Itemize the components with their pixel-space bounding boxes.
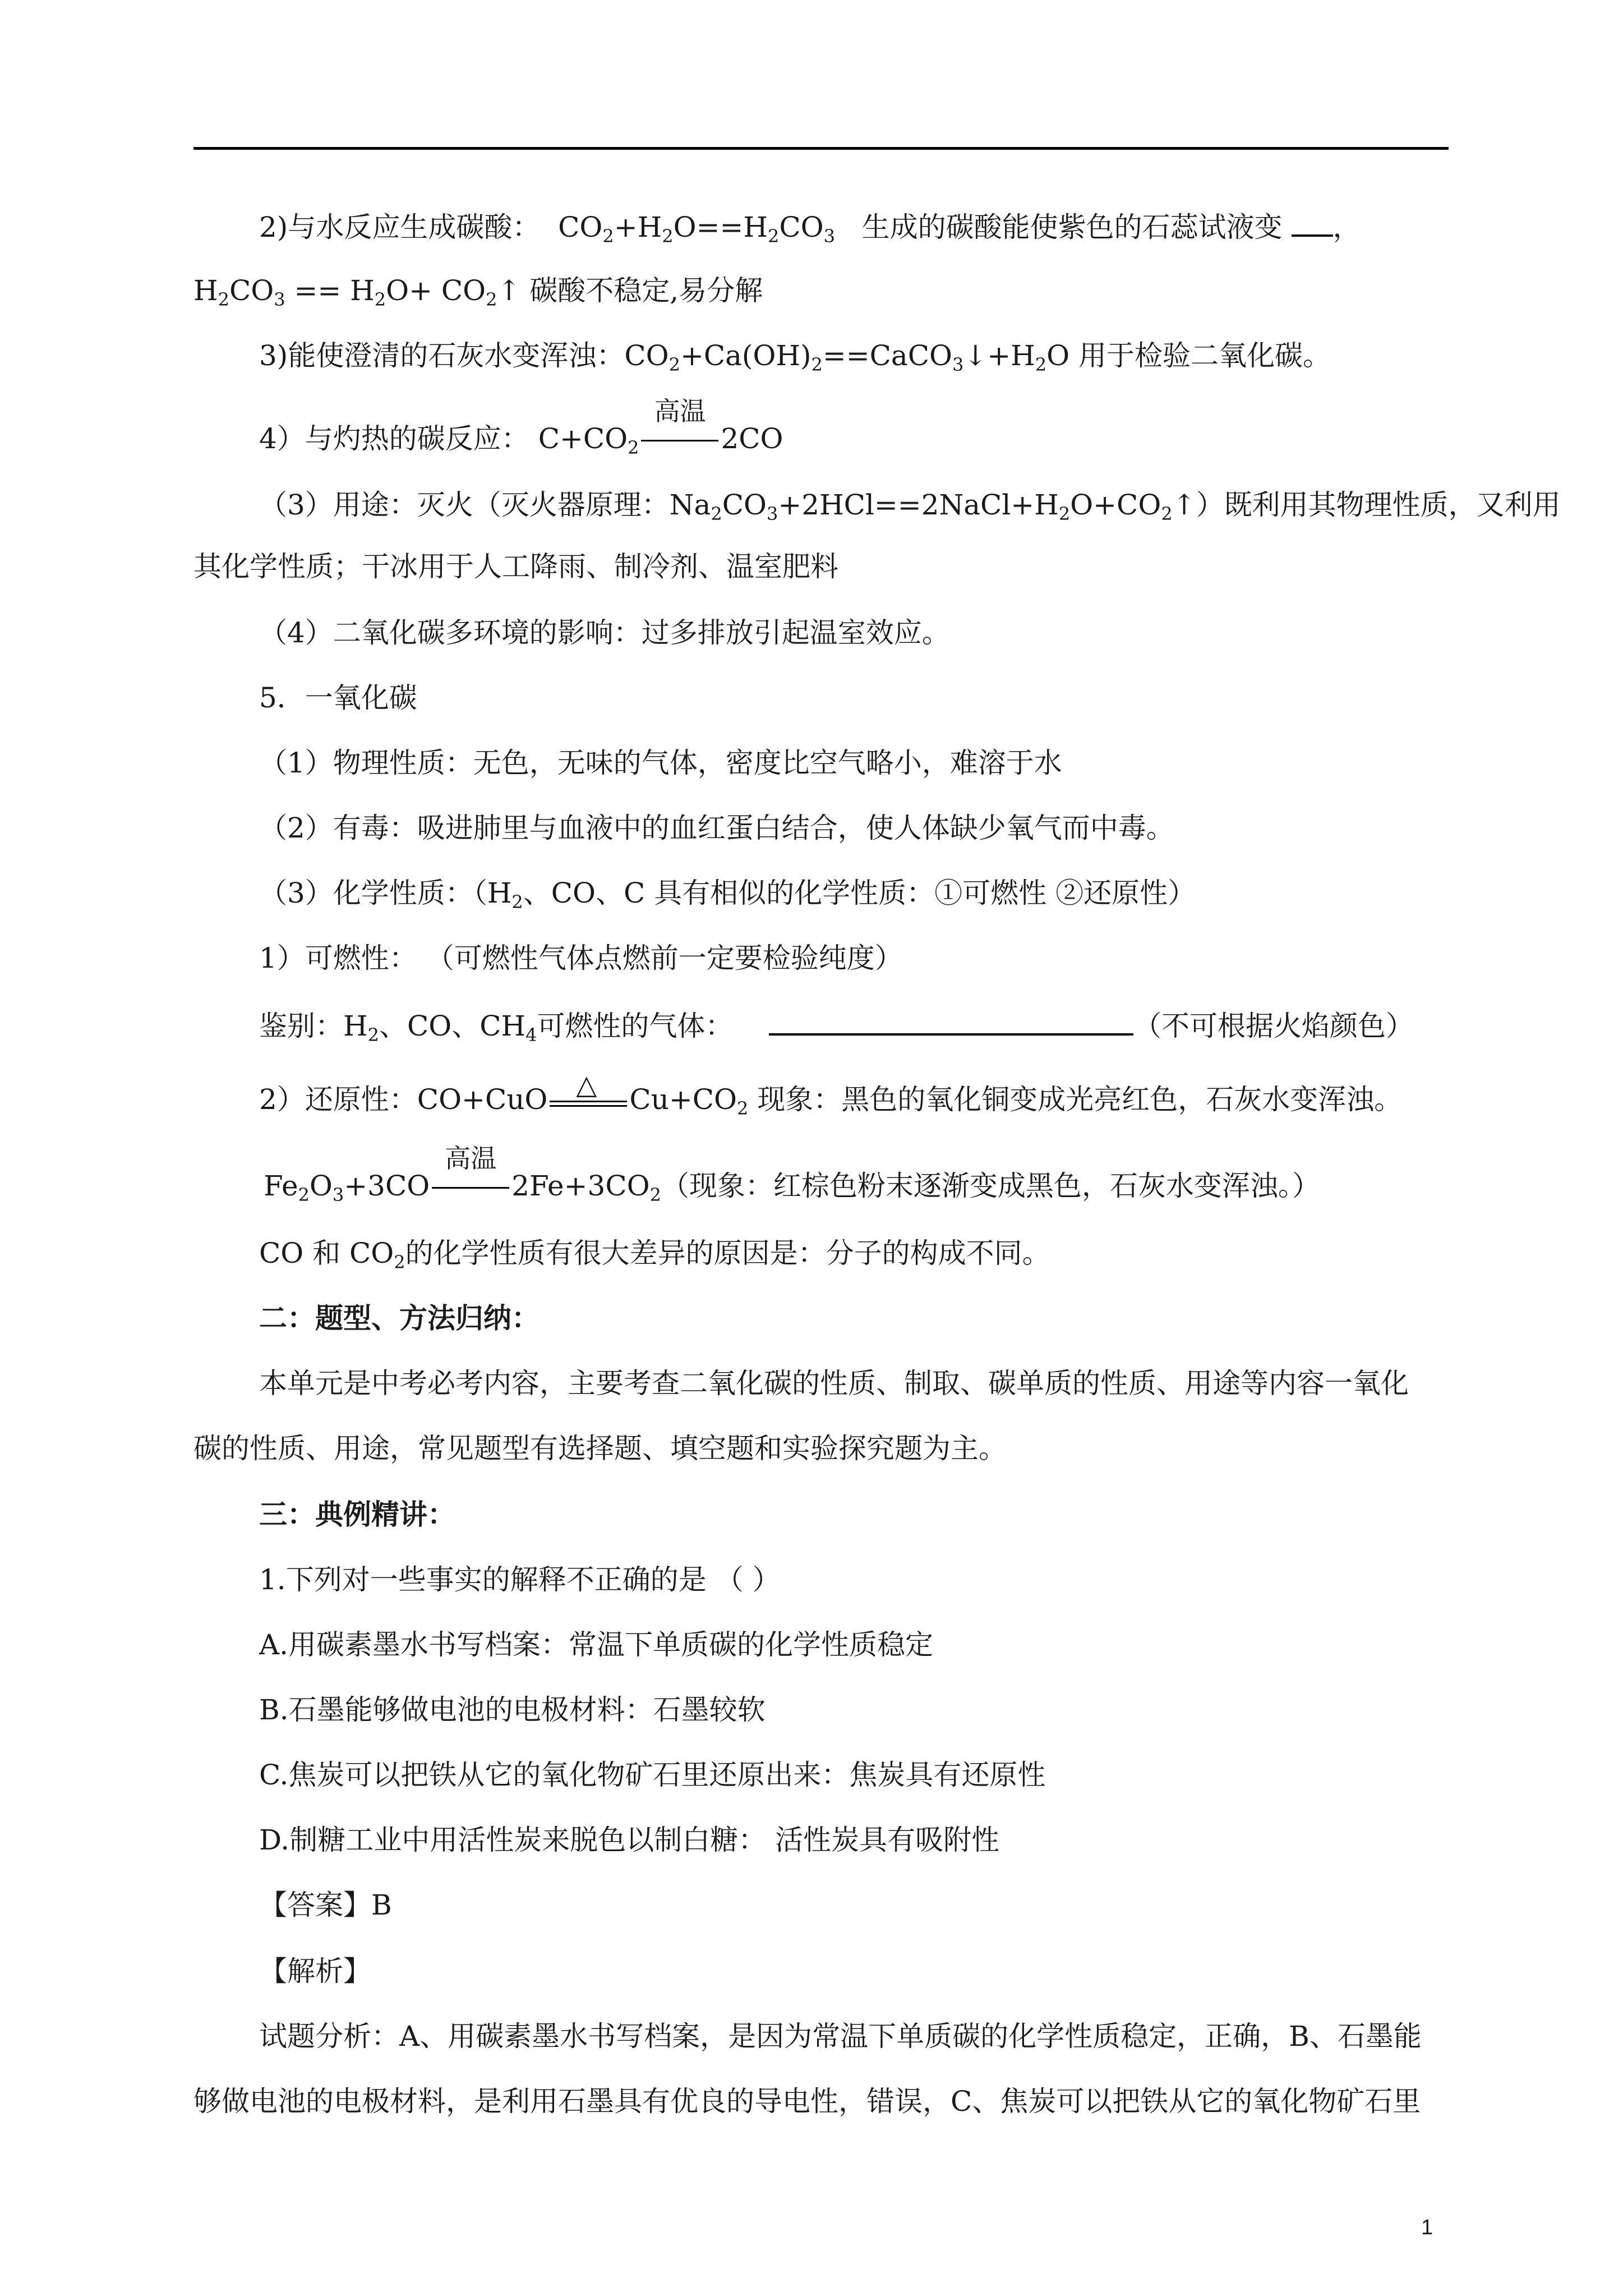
para-co2-water: 2)与水反应生成碳酸： $CO_2+H_2O==H_2CO_3$ 生成的碳酸能使紫色的石蕊试液变 ， (259, 209, 1361, 244)
para-flammable: 1）可燃性： （可燃性气体点燃前一定要检验纯度） (259, 942, 903, 974)
para-summary-cont: 碳的性质、用途，常见题型有选择题、填空题和实验探究题为主。 (193, 1432, 1007, 1465)
fill-blank (1292, 209, 1333, 237)
para-identify: 鉴别：$H_2$、CO、$CH_4$可燃性的气体： （不可根据火焰颜色） (259, 1007, 1414, 1043)
option-d: D.制糖工业中用活性炭来脱色以制白糖： 活性炭具有吸附性 (259, 1824, 1000, 1856)
para-difference: CO 和 $CO_2$的化学性质有很大差异的原因是：分子的构成不同。 (259, 1237, 1050, 1273)
para-reducing: 2）还原性：CO+CuO △ $Cu+CO_2$ 现象：黑色的氧化铜变成光亮红色，石灰水变浑浊。 (259, 1069, 1403, 1119)
para-uses-cont: 其化学性质；干冰用于人工降雨、制冷剂、温室肥料 (193, 550, 838, 583)
para-chemical: （3）化学性质：（$H_2$、CO、C 具有相似的化学性质：①可燃性 ②还原性） (259, 877, 1196, 913)
para-h2co3-decompose: $H_2CO_3 == H_2O+$ $CO_2↑$ 碳酸不稳定,易分解 (193, 274, 763, 310)
analysis-text: 试题分析：A、用碳素墨水书写档案，是因为常温下单质碳的化学性质稳定，正确，B、石墨能 (259, 2020, 1422, 2053)
para-physical: （1）物理性质：无色，无味的气体，密度比空气略小，难溶于水 (259, 747, 1062, 779)
answer-label: 【答案】B (259, 1889, 392, 1921)
para-limewater: 3)能使澄清的石灰水变浑浊：$CO_2+Ca(OH)_2==CaCO_3↓+H_2O$ 用于检验二氧化碳。 (259, 339, 1331, 375)
analysis-label: 【解析】 (259, 1955, 371, 1987)
section-heading-3: 三：典例精讲： (259, 1498, 455, 1531)
para-toxic: （2）有毒：吸进肺里与血液中的血红蛋白结合，使人体缺少氧气而中毒。 (259, 812, 1174, 844)
para-hot-carbon: 4）与灼热的碳反应： $C+CO_2$ 高温 2CO (259, 396, 783, 458)
question-1: 1.下列对一些事实的解释不正确的是 （ ） (259, 1563, 781, 1596)
option-a: A.用碳素墨水书写档案：常温下单质碳的化学性质稳定 (259, 1628, 934, 1661)
reaction-condition: 高温 (430, 1169, 511, 1203)
heading-co: 5．一氧化碳 (259, 682, 417, 714)
para-uses: （3）用途：灭火（灭火器原理：$Na_2CO_3+2HCl==2NaCl+H_2O+CO_2↑$）既利用其物理性质，又利用 (259, 489, 1561, 524)
option-b: B.石墨能够做电池的电极材料：石墨较软 (259, 1694, 766, 1726)
section-heading-2: 二：题型、方法归纳： (259, 1301, 540, 1335)
para-environment: （4）二氧化碳多环境的影响：过多排放引起温室效应。 (259, 616, 950, 649)
reaction-condition: △ (547, 1083, 629, 1116)
para-fe2o3: $Fe_2O_3+3CO$ 高温 $2Fe+3CO_2$（现象：红棕色粉末逐渐变成黑色，石灰水变浑浊。） (264, 1143, 1320, 1205)
page-number: 1 (1421, 2216, 1433, 2239)
para-summary: 本单元是中考必考内容，主要考查二氧化碳的性质、制取、碳单质的性质、用途等内容一氧化 (259, 1367, 1409, 1400)
header-rule (193, 147, 1449, 150)
analysis-text-cont: 够做电池的电极材料，是利用石墨具有优良的导电性，错误，C、焦炭可以把铁从它的氧化物矿石里 (193, 2085, 1421, 2118)
fill-blank (769, 1007, 1133, 1036)
reaction-condition: 高温 (639, 422, 721, 455)
option-c: C.焦炭可以把铁从它的氧化物矿石里还原出来：焦炭具有还原性 (259, 1759, 1046, 1791)
